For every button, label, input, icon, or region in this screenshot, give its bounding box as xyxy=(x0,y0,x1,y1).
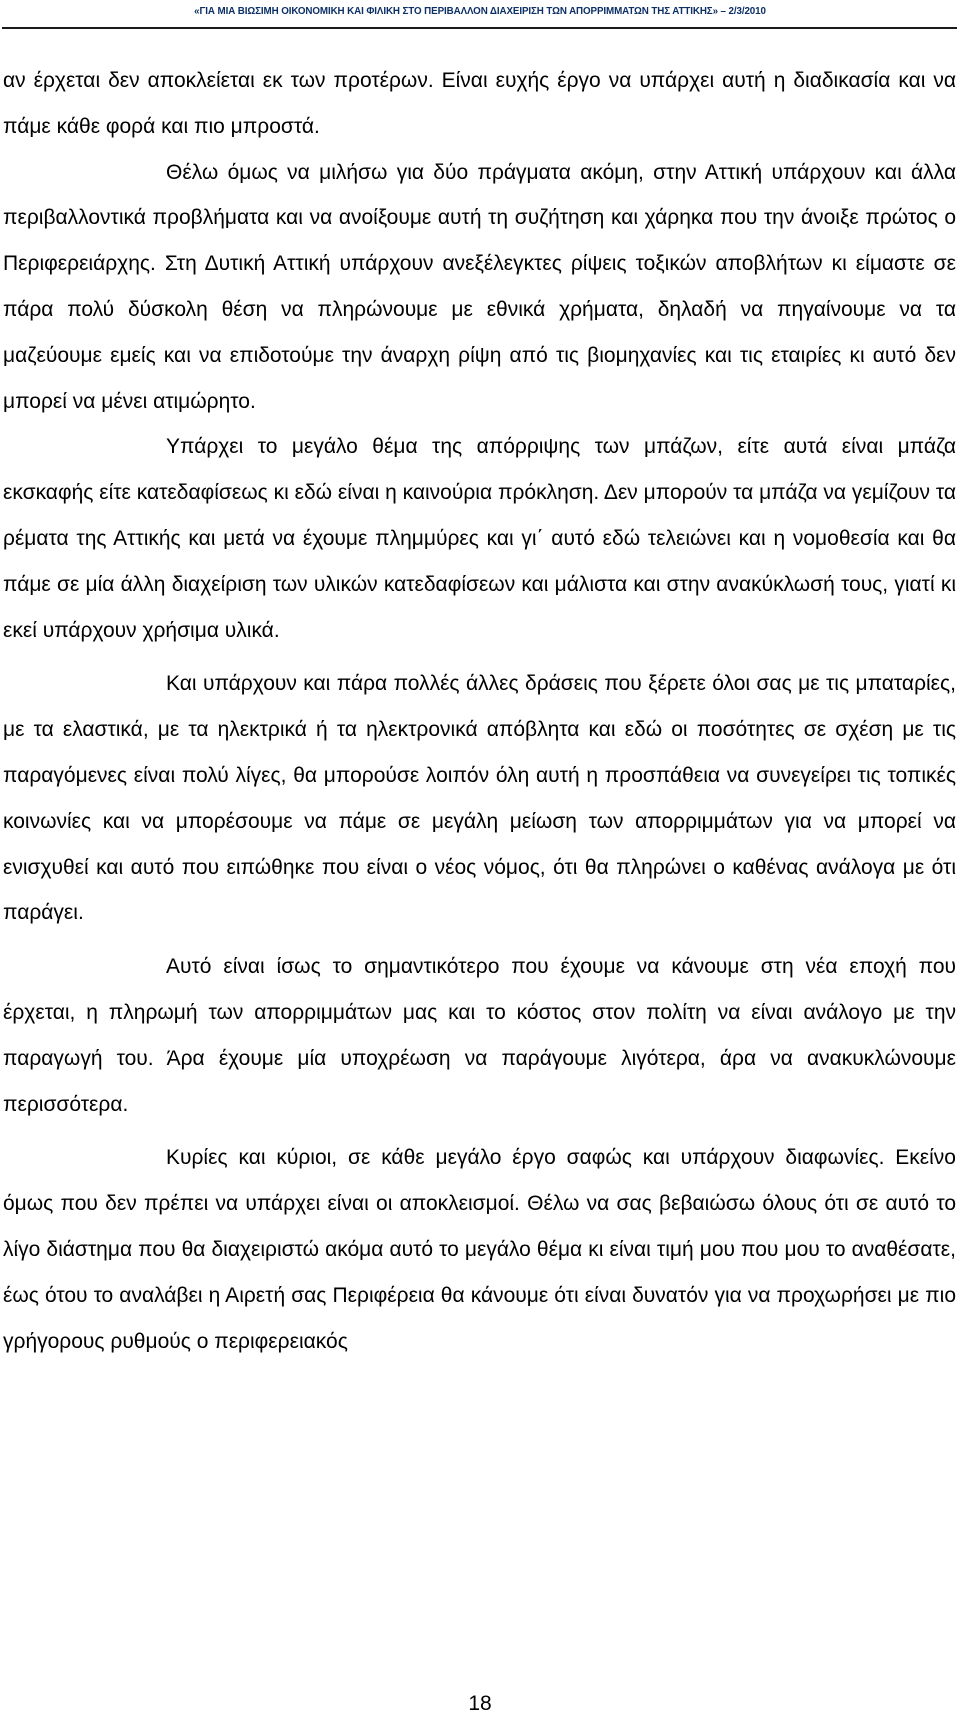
paragraph-4: Και υπάρχουν και πάρα πολλές άλλες δράσεις που ξέρετε όλοι σας με τις μπαταρίες, με τα ελαστικά, με τα ηλεκτρικά ή τα ηλεκτρονικά απόβλητα και εδώ οι ποσότητες σε σχέση με τις παραγόμενες είναι πολύ λίγες, θα μπορούσε λοιπόν όλη αυτή η προσπάθεια να συνεγείρει τις τοπικές κοινωνίες και να μπορέσουμε να πάμε σε μεγάλη μείωση των απορριμμάτων για να μπορεί να ενισχυθεί και αυτό που ειπώθηκε που είναι ο νέος νόμος, ότι θα πληρώνει ο καθένας ανάλογα με ότι παράγει. xyxy=(3,672,956,925)
paragraph-6: Κυρίες και κύριοι, σε κάθε μεγάλο έργο σαφώς και υπάρχουν διαφωνίες. Εκείνο όμως που δεν πρέπει να υπάρχει είναι οι αποκλεισμοί. Θέλω να σας βεβαιώσω όλους ότι σε αυτό το λίγο διάστημα που θα διαχειριστώ ακόμα αυτό το μεγάλο θέμα κι είναι τιμή μου που μου το αναθέσατε, έως ότου το αναλάβει η Αιρετή σας Περιφέρεια θα κάνουμε ότι είναι δυνατόν για να προχωρήσει με πιο γρήγορους ρυθμούς ο περιφερειακός xyxy=(3,1146,956,1353)
paragraph-3: Υπάρχει το μεγάλο θέμα της απόρριψης των μπάζων, είτε αυτά είναι μπάζα εκσκαφής είτε κατεδαφίσεως κι εδώ είναι η καινούρια πρόκληση. Δεν μπορούν τα μπάζα να γεμίζουν τα ρέματα της Αττικής και μετά να έχουμε πλημμύρες και γι΄ αυτό εδώ τελειώνει και η νομοθεσία και θα πάμε σε μία άλλη διαχείριση των υλικών κατεδαφίσεων και μάλιστα και στην ανακύκλωσή τους, γιατί κι εκεί υπάρχουν χρήσιμα υλικά. xyxy=(3,435,956,642)
paragraph-1: αν έρχεται δεν αποκλείεται εκ των προτέρων. Είναι ευχής έργο να υπάρχει αυτή η διαδικασία και να πάμε κάθε φορά και πιο μπροστά. xyxy=(3,69,956,138)
document-body xyxy=(3,58,956,1364)
header-divider xyxy=(2,27,957,29)
paragraph-2: Θέλω όμως να μιλήσω για δύο πράγματα ακόμη, στην Αττική υπάρχουν και άλλα περιβαλλοντικά προβλήματα και να ανοίξουμε αυτή τη συζήτηση και χάρηκα που την άνοιξε πρώτος ο Περιφερειάρχης. Στη Δυτική Αττική υπάρχουν ανεξέλεγκτες ρίψεις τοξικών αποβλήτων κι είμαστε σε πάρα πολύ δύσκολη θέση να πληρώνουμε με εθνικά χρήματα, δηλαδή να πηγαίνουμε να τα μαζεύουμε εμείς και να επιδοτούμε την άναρχη ρίψη από τις βιομηχανίες και τις εταιρίες κι αυτό δεν μπορεί να μένει ατιμώρητο. xyxy=(3,160,956,413)
page-number: 18 xyxy=(468,1692,492,1715)
running-header xyxy=(0,0,960,26)
paragraph-5: Αυτό είναι ίσως το σημαντικότερο που έχουμε να κάνουμε στη νέα εποχή που έρχεται, η πληρωμή των απορριμμάτων μας και το κόστος στον πολίτη να είναι ανάλογο με την παραγωγή του. Άρα έχουμε μία υποχρέωση να παράγουμε λιγότερα, άρα να ανακυκλώνουμε περισσότερα. xyxy=(3,955,956,1116)
header-title: «ΓΙΑ ΜΙΑ ΒΙΩΣΙΜΗ ΟΙΚΟΝΟΜΙΚΗ ΚΑΙ ΦΙΛΙΚΗ ΣΤΟ ΠΕΡΙΒΑΛΛΟΝ ΔΙΑΧΕΙΡΙΣΗ ΤΩΝ ΑΠΟΡΡΙΜΜΑΤΩΝ ΤΗΣ ΑΤΤΙΚΗΣ» – 2/3/2010 xyxy=(194,6,766,17)
